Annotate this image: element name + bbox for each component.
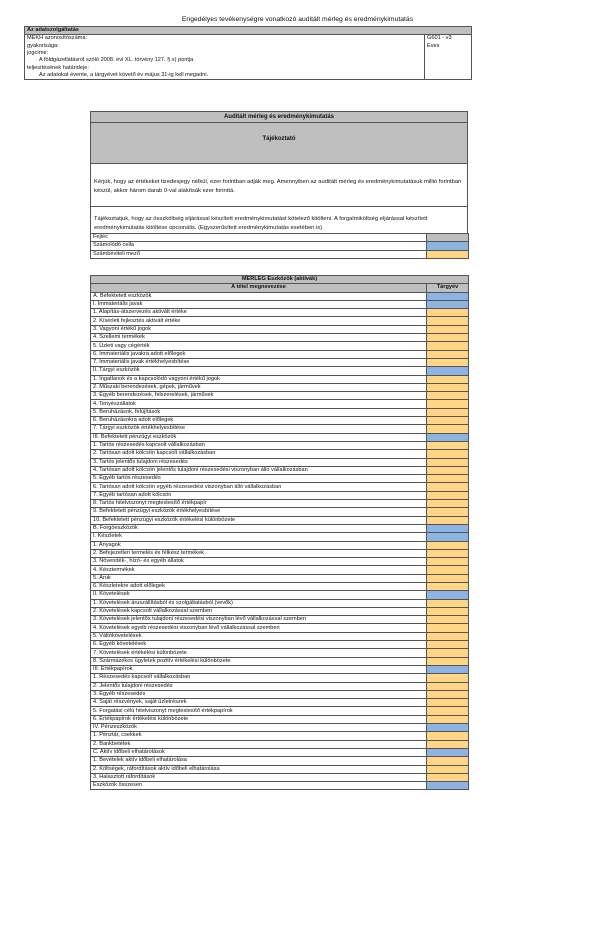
- input-cell[interactable]: [427, 558, 469, 566]
- asset-item-label: 5. Egyéb tartós részesedés: [91, 475, 427, 483]
- calculated-cell: [427, 433, 469, 441]
- input-cell[interactable]: [427, 715, 469, 723]
- provider-row: [25, 35, 472, 43]
- asset-item-label: 1. Alapítás-átszervezés aktivált értéke: [91, 309, 427, 317]
- provider-value: G601 - v3: [425, 35, 472, 43]
- asset-row: [91, 724, 469, 732]
- asset-item-label: 1. Pénztár, csekkek: [91, 732, 427, 740]
- asset-item-label: 2. Követelések kapcsolt vállalkozással szemben: [91, 607, 427, 615]
- asset-item-label: 2. Kísérleti fejlesztés aktivált értéke: [91, 317, 427, 325]
- legend-row: [91, 250, 469, 258]
- input-cell[interactable]: [427, 383, 469, 391]
- asset-row: [91, 450, 469, 458]
- input-cell[interactable]: [427, 599, 469, 607]
- input-cell[interactable]: [427, 616, 469, 624]
- asset-item-label: II. Követelések: [91, 591, 427, 599]
- asset-item-label: 2. Költségek, ráfordítások aktív időbeli elhatárolása: [91, 765, 427, 773]
- asset-item-label: 2. Jelentős tulajdoni részesedés: [91, 682, 427, 690]
- notice-subheader: Tájékoztató: [91, 123, 467, 163]
- notice-header: Auditált mérleg és eredménykimutatás: [91, 112, 467, 123]
- asset-item-label: 3. Tartós jelentős tulajdoni részesedés: [91, 458, 427, 466]
- asset-row: [91, 649, 469, 657]
- input-cell[interactable]: [427, 375, 469, 383]
- input-cell[interactable]: [427, 309, 469, 317]
- provider-row: [25, 50, 472, 57]
- asset-item-label: B. Forgóeszközök: [91, 524, 427, 532]
- asset-row: [91, 524, 469, 532]
- input-cell[interactable]: [427, 699, 469, 707]
- calculated-cell: [427, 748, 469, 756]
- provider-label: teljesítésének határideje:: [25, 64, 425, 71]
- asset-item-label: 7. Egyéb tartósan adott kölcsön: [91, 491, 427, 499]
- input-cell[interactable]: [427, 607, 469, 615]
- asset-item-label: 6. Egyéb követelések: [91, 641, 427, 649]
- legend-row: [91, 234, 469, 242]
- asset-row: [91, 541, 469, 549]
- asset-row: [91, 342, 469, 350]
- provider-label: Az adatokat évente, a tárgyévet követő év május 31-ig kell megadni.: [25, 72, 425, 80]
- asset-row: [91, 707, 469, 715]
- asset-item-label: 6. Készletekre adott előlegek: [91, 582, 427, 590]
- asset-row: [91, 334, 469, 342]
- asset-row: [91, 765, 469, 773]
- assets-table: [90, 275, 469, 790]
- input-cell[interactable]: [427, 491, 469, 499]
- provider-value: [425, 64, 472, 71]
- input-cell[interactable]: [427, 500, 469, 508]
- asset-item-label: IV. Pénzeszközök: [91, 724, 427, 732]
- input-cell[interactable]: [427, 450, 469, 458]
- legend-body: [91, 234, 469, 259]
- asset-item-label: 2. Tartósan adott kölcsön kapcsolt vállalkozásban: [91, 450, 427, 458]
- asset-row: [91, 607, 469, 615]
- provider-label: A földgázellátásról szóló 2008. évi XL. törvény 127. § s) pontja: [25, 57, 425, 64]
- provider-info-table: [24, 26, 472, 80]
- asset-item-label: C. Aktív időbeli elhatárolások: [91, 748, 427, 756]
- input-cell[interactable]: [427, 441, 469, 449]
- calculated-cell: [427, 367, 469, 375]
- calculated-cell: [427, 782, 469, 790]
- input-cell[interactable]: [427, 624, 469, 632]
- asset-row: [91, 441, 469, 449]
- asset-row: [91, 500, 469, 508]
- asset-row: [91, 516, 469, 524]
- legend-label: Fejléc: [91, 234, 427, 242]
- asset-row: [91, 715, 469, 723]
- asset-row: [91, 400, 469, 408]
- asset-row: [91, 782, 469, 790]
- input-cell[interactable]: [427, 342, 469, 350]
- asset-item-label: 1. Követelések áruszállításból és szolgáltatásból (vevők): [91, 599, 427, 607]
- legend-row: [91, 242, 469, 250]
- asset-row: [91, 408, 469, 416]
- provider-value: [425, 50, 472, 57]
- asset-row: [91, 392, 469, 400]
- input-cell[interactable]: [427, 740, 469, 748]
- asset-row: [91, 773, 469, 781]
- asset-row: [91, 325, 469, 333]
- asset-row: [91, 740, 469, 748]
- asset-row: [91, 599, 469, 607]
- asset-row: [91, 425, 469, 433]
- calculated-cell: [427, 524, 469, 532]
- column-header-item: A tétel megnevezése: [91, 284, 427, 292]
- input-cell[interactable]: [427, 466, 469, 474]
- asset-row: [91, 491, 469, 499]
- provider-value: Éves: [425, 43, 472, 50]
- asset-row: [91, 317, 469, 325]
- asset-row: [91, 300, 469, 308]
- asset-item-label: 4. Tartósan adott kölcsön jelentős tulajdoni részesedési viszonyban álló vállalkozásban: [91, 466, 427, 474]
- asset-row: [91, 533, 469, 541]
- input-cell[interactable]: [427, 649, 469, 657]
- asset-item-label: 9. Befektetett pénzügyi eszközök értékhelyesbítése: [91, 508, 427, 516]
- asset-row: [91, 358, 469, 366]
- input-cell[interactable]: [427, 574, 469, 582]
- asset-row: [91, 757, 469, 765]
- calculated-cell: [427, 300, 469, 308]
- asset-item-label: 1. Anyagok: [91, 541, 427, 549]
- column-header-year: Tárgyév: [427, 284, 469, 292]
- asset-row: [91, 690, 469, 698]
- asset-row: [91, 417, 469, 425]
- input-cell[interactable]: [427, 765, 469, 773]
- asset-row: [91, 624, 469, 632]
- asset-item-label: 1. Tartós részesedés kapcsolt vállalkozásban: [91, 441, 427, 449]
- asset-row: [91, 367, 469, 375]
- legend-swatch: [427, 234, 469, 242]
- provider-label: gyakorisága:: [25, 43, 425, 50]
- asset-item-label: 5. Beruházások, felújítások: [91, 408, 427, 416]
- asset-row: [91, 582, 469, 590]
- provider-row: [25, 57, 472, 64]
- input-cell[interactable]: [427, 566, 469, 574]
- asset-row: [91, 292, 469, 300]
- asset-row: [91, 657, 469, 665]
- asset-item-label: 2. Műszaki berendezések, gépek, járművek: [91, 383, 427, 391]
- input-cell[interactable]: [427, 516, 469, 524]
- asset-item-label: Eszközök összesen: [91, 782, 427, 790]
- asset-item-label: 7. Immateriális javak értékhelyesbítése: [91, 358, 427, 366]
- notice-box: [90, 111, 468, 242]
- asset-item-label: 1. Bevételek aktív időbeli elhatárolása: [91, 757, 427, 765]
- notice-paragraph-2: Tájékoztatjuk, hogy az összköltség eljárással készített eredménykimutatást kötelező kitölteni. A forgalmiköltség eljárással készített eredménykimutatás kitöltése opcionális. (Egyszerűsített eredménykimutatás esetében is): [91, 206, 467, 241]
- asset-row: [91, 458, 469, 466]
- asset-item-label: 8. Származékos ügyletek pozitív értékelési különbözete: [91, 657, 427, 665]
- provider-info-body: [25, 27, 472, 80]
- notice-paragraph-1: Kérjük, hogy az értékeket tizedesjegy nélkül, ezer forintban adják meg. Amennyiben az auditált mérleg és eredménykimutatásuk millió forintban készül, akkor három darab 0-val alakítsák ezer forinttá.: [91, 163, 467, 206]
- asset-item-label: 3. Egyéb berendezések, felszerelések, járművek: [91, 392, 427, 400]
- input-cell[interactable]: [427, 707, 469, 715]
- asset-row: [91, 433, 469, 441]
- asset-row: [91, 549, 469, 557]
- asset-item-label: 3. Halasztott ráfordítások: [91, 773, 427, 781]
- provider-label: MEKH azonosítószáma:: [25, 35, 425, 43]
- input-cell[interactable]: [427, 417, 469, 425]
- input-cell[interactable]: [427, 317, 469, 325]
- input-cell[interactable]: [427, 690, 469, 698]
- input-cell[interactable]: [427, 350, 469, 358]
- provider-label: jogcíme:: [25, 50, 425, 57]
- asset-row: [91, 699, 469, 707]
- asset-item-label: I. Készletek: [91, 533, 427, 541]
- asset-item-label: 6. Beruházásokra adott előlegek: [91, 417, 427, 425]
- input-cell[interactable]: [427, 508, 469, 516]
- input-cell[interactable]: [427, 475, 469, 483]
- asset-item-label: 2. Befejezetlen termelés és félkész termékek: [91, 549, 427, 557]
- asset-row: [91, 665, 469, 673]
- asset-item-label: 7. Tárgyi eszközök értékhelyesbítése: [91, 425, 427, 433]
- asset-item-label: 4. Tenyészállatok: [91, 400, 427, 408]
- asset-row: [91, 574, 469, 582]
- input-cell[interactable]: [427, 408, 469, 416]
- asset-item-label: 1. Ingatlanok és a kapcsolódó vagyoni értékű jogok: [91, 375, 427, 383]
- asset-item-label: 5. Forgatási célú hitelviszonyt megtestesítő értékpapírok: [91, 707, 427, 715]
- asset-row: [91, 732, 469, 740]
- legend-table: [90, 233, 469, 259]
- asset-item-label: 10. Befektetett pénzügyi eszközök értékelési különbözete: [91, 516, 427, 524]
- input-cell[interactable]: [427, 757, 469, 765]
- asset-item-label: 8. Tartós hitelviszonyt megtestesítő értékpapír: [91, 500, 427, 508]
- asset-row: [91, 383, 469, 391]
- legend-swatch: [427, 242, 469, 250]
- asset-item-label: 6. Tartósan adott kölcsön egyéb részesedési viszonyban álló vállalkozásban: [91, 483, 427, 491]
- input-cell[interactable]: [427, 334, 469, 342]
- legend-label: Számbeviteli mező: [91, 250, 427, 258]
- asset-row: [91, 641, 469, 649]
- input-cell[interactable]: [427, 358, 469, 366]
- input-cell[interactable]: [427, 541, 469, 549]
- provider-value: [425, 72, 472, 80]
- calculated-cell: [427, 533, 469, 541]
- asset-item-label: 3. Vagyoni értékű jogok: [91, 325, 427, 333]
- provider-row: [25, 64, 472, 71]
- asset-item-label: 6. Immateriális javakra adott előlegek: [91, 350, 427, 358]
- asset-row: [91, 508, 469, 516]
- asset-item-label: 6. Értékpapírok értékelési különbözete: [91, 715, 427, 723]
- calculated-cell: [427, 724, 469, 732]
- legend-swatch: [427, 250, 469, 258]
- provider-row: [25, 43, 472, 50]
- asset-row: [91, 466, 469, 474]
- asset-item-label: 4. Szellemi termékek: [91, 334, 427, 342]
- input-cell[interactable]: [427, 732, 469, 740]
- input-cell[interactable]: [427, 483, 469, 491]
- asset-item-label: I. Immateriális javak: [91, 300, 427, 308]
- asset-item-label: 7. Követelések értékelési különbözete: [91, 649, 427, 657]
- asset-item-label: III. Értékpapírok: [91, 665, 427, 673]
- asset-row: [91, 558, 469, 566]
- legend-label: Számolódó cella: [91, 242, 427, 250]
- document-title: Engedélyes tevékenységre vonatkozó auditált mérleg és eredménykimutatás: [181, 16, 414, 23]
- input-cell[interactable]: [427, 582, 469, 590]
- input-cell[interactable]: [427, 682, 469, 690]
- provider-row: [25, 72, 472, 80]
- input-cell[interactable]: [427, 400, 469, 408]
- asset-item-label: A. Befektetett eszközök: [91, 292, 427, 300]
- asset-item-label: 3. Követelések jelentős tulajdoni részesedési viszonyban lévő vállalkozással szemben: [91, 616, 427, 624]
- input-cell[interactable]: [427, 657, 469, 665]
- asset-row: [91, 375, 469, 383]
- asset-row: [91, 350, 469, 358]
- input-cell[interactable]: [427, 392, 469, 400]
- input-cell[interactable]: [427, 425, 469, 433]
- input-cell[interactable]: [427, 549, 469, 557]
- asset-row: [91, 616, 469, 624]
- asset-item-label: 3. Növendék-, hízó- és egyéb állatok: [91, 558, 427, 566]
- asset-item-label: 5. Áruk: [91, 574, 427, 582]
- provider-header: Az adatszolgáltatás: [25, 27, 472, 35]
- input-cell[interactable]: [427, 325, 469, 333]
- asset-item-label: II. Tárgyi eszközök: [91, 367, 427, 375]
- asset-item-label: 1. Részesedés kapcsolt vállalkozásban: [91, 674, 427, 682]
- asset-row: [91, 748, 469, 756]
- asset-item-label: 4. Saját részvények, saját üzletrészek: [91, 699, 427, 707]
- asset-row: [91, 309, 469, 317]
- asset-row: [91, 632, 469, 640]
- calculated-cell: [427, 292, 469, 300]
- asset-row: [91, 591, 469, 599]
- asset-item-label: III. Befektetett pénzügyi eszközök: [91, 433, 427, 441]
- asset-row: [91, 483, 469, 491]
- asset-row: [91, 674, 469, 682]
- input-cell[interactable]: [427, 773, 469, 781]
- input-cell[interactable]: [427, 632, 469, 640]
- input-cell[interactable]: [427, 674, 469, 682]
- calculated-cell: [427, 591, 469, 599]
- asset-row: [91, 475, 469, 483]
- assets-body: [91, 276, 469, 790]
- asset-item-label: 5. Váltókövetelések: [91, 632, 427, 640]
- asset-item-label: 2. Bankbetétek: [91, 740, 427, 748]
- calculated-cell: [427, 665, 469, 673]
- asset-row: [91, 566, 469, 574]
- asset-item-label: 4. Követelések egyéb részesedési viszonyban lévő vállalkozással szemben: [91, 624, 427, 632]
- provider-value: [425, 57, 472, 64]
- asset-item-label: 3. Egyéb részesedés: [91, 690, 427, 698]
- asset-item-label: 4. Késztermékek: [91, 566, 427, 574]
- assets-header: MÉRLEG Eszközök (aktívák): [91, 276, 469, 284]
- input-cell[interactable]: [427, 641, 469, 649]
- asset-item-label: 5. Üzleti vagy cégérték: [91, 342, 427, 350]
- input-cell[interactable]: [427, 458, 469, 466]
- asset-row: [91, 682, 469, 690]
